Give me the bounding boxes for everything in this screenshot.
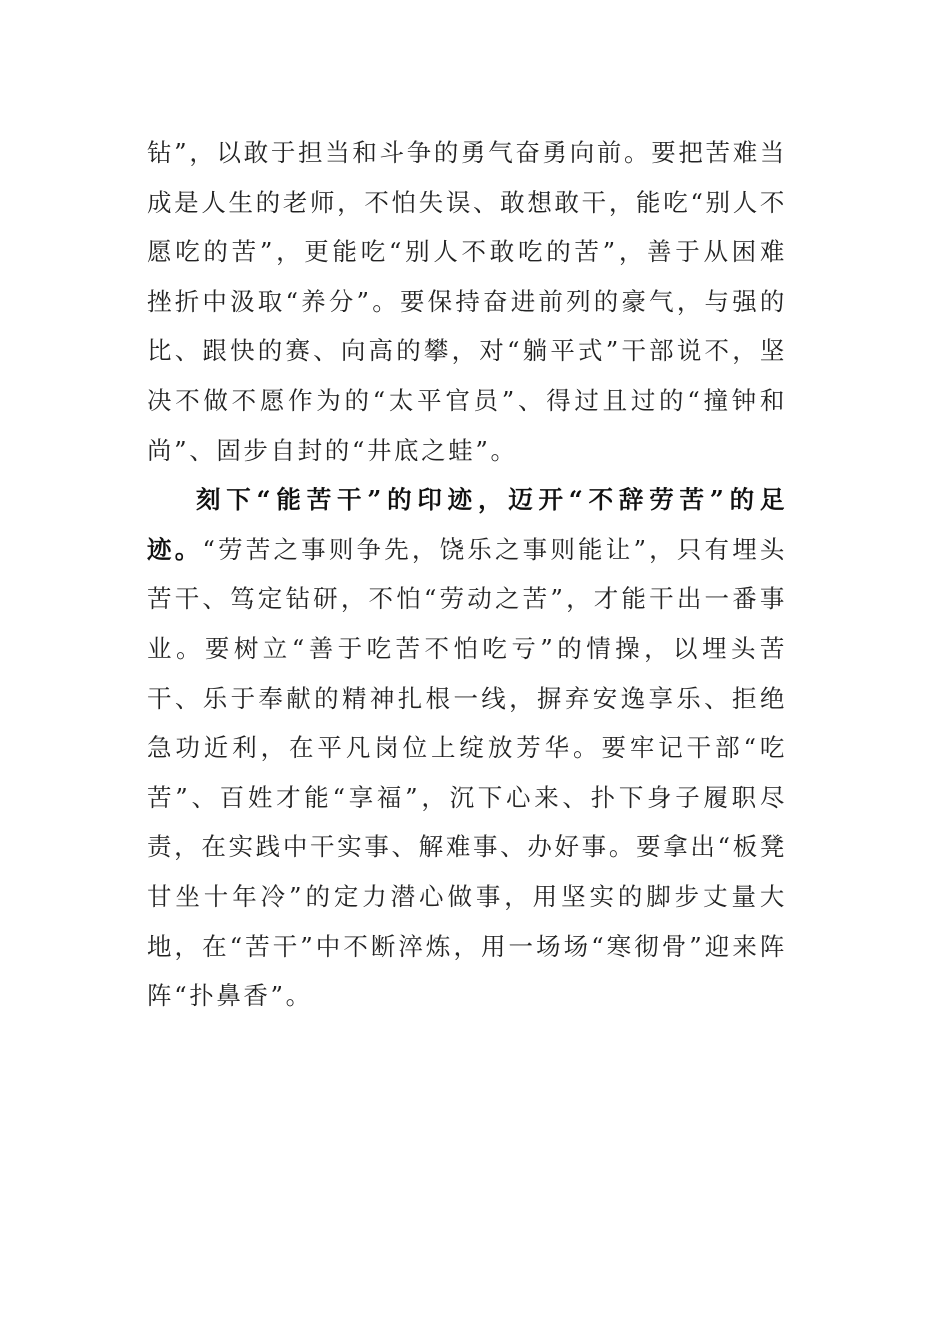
paragraph-2-body: “劳苦之事则争先，饶乐之事则能让”，只有埋头苦干、笃定钻研，不怕“劳动之苦”，才能干出一番事业。要树立“善于吃苦不怕吃亏”的情操，以埋头苦干、乐于奉献的精神扎根一线，摒弃安逸享乐、拒绝急功近利，在平凡岗位上绽放芳华。要牢记干部“吃苦”、百姓才能“享福”，沉下心来、扑下身子履职尽责，在实践中干实事、解难事、办好事。要拿出“板凳甘坐十年冷”的定力潜心做事，用坚实的脚步丈量大地，在“苦干”中不断淬炼，用一场场“寒彻骨”迎来阵阵“扑鼻香”。 bbox=[147, 534, 788, 1011]
paragraph-2-lead: 刻下“能苦干”的印迹，迈开“不辞劳苦”的足迹。 bbox=[147, 485, 787, 564]
paragraph-1: 钻”，以敢于担当和斗争的勇气奋勇向前。要把苦难当成是人生的老师，不怕失误、敢想敢干，能吃“别人不愿吃的苦”，更能吃“别人不敢吃的苦”，善于从困难挫折中汲取“养分”。要保持奋进前列的豪气，与强的比、跟快的赛、向高的攀，对“躺平式”干部说不，坚决不做不愿作为的“太平官员”、得过且过的“撞钟和尚”、固步自封的“井底之蛙”。 bbox=[147, 138, 787, 465]
document-body bbox=[147, 128, 787, 1021]
paragraph-2 bbox=[147, 475, 787, 1021]
